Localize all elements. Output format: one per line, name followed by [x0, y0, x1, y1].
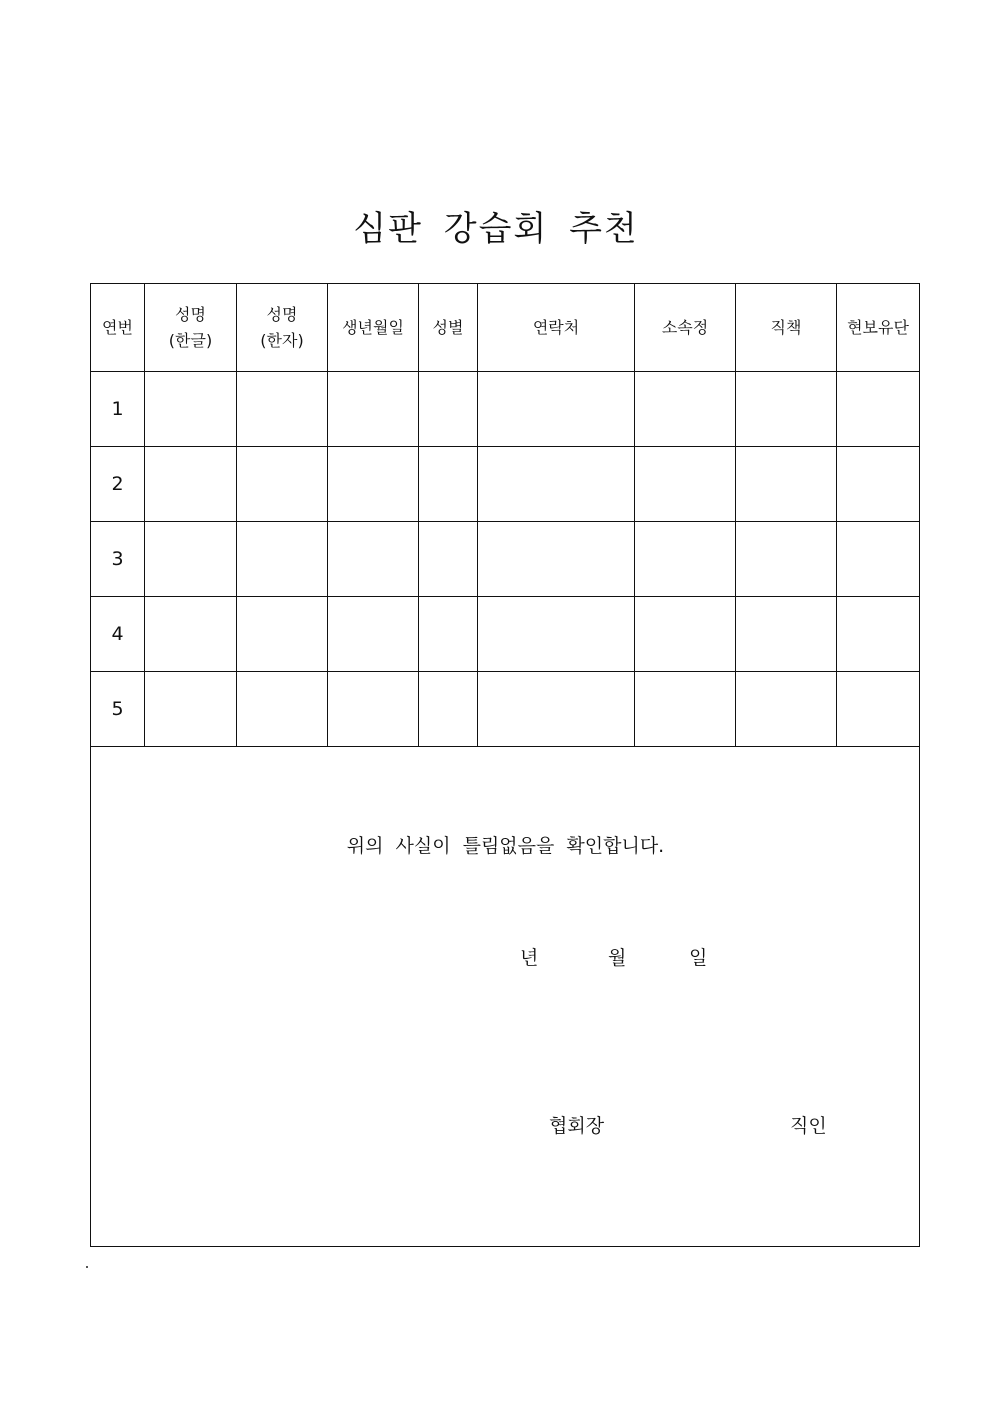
current-rank-cell[interactable]	[837, 372, 920, 447]
table-row	[91, 447, 920, 522]
header-label: 직책	[770, 317, 802, 337]
header-label: 성별	[432, 317, 464, 337]
contact-cell[interactable]	[478, 672, 635, 747]
header-sublabel: (한글)	[168, 330, 213, 350]
contact-cell[interactable]	[478, 522, 635, 597]
current-rank-cell[interactable]	[837, 522, 920, 597]
header-cell-affiliation	[635, 284, 736, 372]
affiliation-cell[interactable]	[635, 597, 736, 672]
name-hanja-cell[interactable]	[237, 672, 328, 747]
header-cell-current-rank	[837, 284, 920, 372]
header-cell-name-hanja	[237, 284, 328, 372]
current-rank-cell[interactable]	[837, 447, 920, 522]
confirmation-statement: 위의 사실이 틀림없음을 확인합니다.	[346, 835, 665, 857]
official-seal-label: 직인	[790, 1115, 827, 1137]
header-cell-name-korean	[145, 284, 237, 372]
position-cell[interactable]	[736, 522, 837, 597]
birthdate-cell[interactable]	[328, 597, 419, 672]
current-rank-cell[interactable]	[837, 597, 920, 672]
name-hanja-cell[interactable]	[237, 522, 328, 597]
year-label: 년	[520, 947, 539, 969]
position-cell[interactable]	[736, 447, 837, 522]
header-sublabel: (한자)	[260, 330, 304, 350]
row-number: 1	[91, 372, 145, 447]
header-cell-serial	[91, 284, 145, 372]
day-label: 일	[689, 947, 708, 969]
affiliation-cell[interactable]	[635, 672, 736, 747]
header-cell-contact	[478, 284, 635, 372]
birthdate-cell[interactable]	[328, 372, 419, 447]
gender-cell[interactable]	[419, 522, 478, 597]
header-label: 생년월일	[342, 317, 404, 337]
row-number: 5	[91, 672, 145, 747]
table-row	[91, 522, 920, 597]
header-label: 현보유단	[847, 317, 909, 337]
gender-cell[interactable]	[419, 372, 478, 447]
current-rank-cell[interactable]	[837, 672, 920, 747]
header-label: 성명	[175, 304, 206, 324]
gender-cell[interactable]	[419, 447, 478, 522]
header-cell-position	[736, 284, 837, 372]
name-hanja-cell[interactable]	[237, 597, 328, 672]
header-cell-gender	[419, 284, 478, 372]
birthdate-cell[interactable]	[328, 447, 419, 522]
birthdate-cell[interactable]	[328, 522, 419, 597]
table-row	[91, 597, 920, 672]
recommendation-table	[90, 283, 920, 1247]
table-row	[91, 672, 920, 747]
contact-cell[interactable]	[478, 447, 635, 522]
row-number: 4	[91, 597, 145, 672]
name-korean-cell[interactable]	[145, 447, 237, 522]
position-cell[interactable]	[736, 672, 837, 747]
month-label: 월	[608, 947, 627, 969]
affiliation-cell[interactable]	[635, 372, 736, 447]
affiliation-cell[interactable]	[635, 522, 736, 597]
birthdate-cell[interactable]	[328, 672, 419, 747]
affiliation-cell[interactable]	[635, 447, 736, 522]
header-label: 연락처	[532, 317, 580, 337]
name-hanja-cell[interactable]	[237, 372, 328, 447]
gender-cell[interactable]	[419, 597, 478, 672]
row-number: 2	[91, 447, 145, 522]
contact-cell[interactable]	[478, 372, 635, 447]
header-label: 연번	[102, 317, 133, 337]
header-cell-birthdate	[328, 284, 419, 372]
name-korean-cell[interactable]	[145, 372, 237, 447]
document-title: 심판 강습회 추천	[353, 209, 639, 249]
confirmation-row	[91, 747, 920, 1247]
signer-title: 협회장	[549, 1115, 605, 1137]
header-label: 소속정	[661, 317, 709, 337]
name-korean-cell[interactable]	[145, 522, 237, 597]
position-cell[interactable]	[736, 597, 837, 672]
position-cell[interactable]	[736, 372, 837, 447]
table-row	[91, 372, 920, 447]
contact-cell[interactable]	[478, 597, 635, 672]
confirmation-section	[91, 747, 920, 1247]
name-korean-cell[interactable]	[145, 597, 237, 672]
header-row	[91, 284, 920, 372]
header-label: 성명	[266, 304, 298, 324]
name-hanja-cell[interactable]	[237, 447, 328, 522]
page-mark	[86, 1266, 88, 1268]
gender-cell[interactable]	[419, 672, 478, 747]
row-number: 3	[91, 522, 145, 597]
name-korean-cell[interactable]	[145, 672, 237, 747]
